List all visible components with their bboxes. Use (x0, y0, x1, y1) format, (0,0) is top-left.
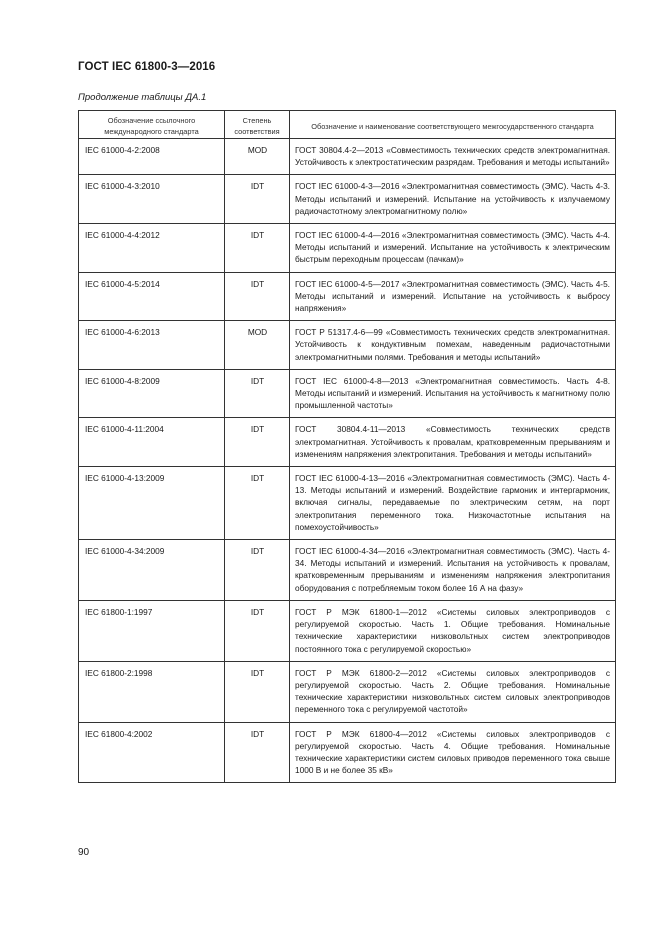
degree-cell: IDT (225, 600, 290, 661)
column-header-interstate-standard: Обозначение и наименование соответствующего межгосударственного стандарта (290, 111, 616, 139)
interstate-standard-cell: ГОСТ Р МЭК 61800-2—2012 «Системы силовых электроприводов с регулируемой скоростью. Часть 2. Общие требования. Номинальные технические характеристики низковольтных систем силовых электроприводов переменного тока с регулируемой частотой» (290, 661, 616, 722)
table-row (79, 175, 616, 224)
table-row (79, 661, 616, 722)
table-row (79, 139, 616, 175)
international-standard-cell: IEC 61000-4-5:2014 (79, 272, 225, 321)
table-row (79, 224, 616, 273)
table-caption: Продолжение таблицы ДА.1 (78, 92, 207, 103)
standards-table (78, 110, 616, 783)
degree-cell: IDT (225, 540, 290, 601)
international-standard-cell: IEC 61000-4-34:2009 (79, 540, 225, 601)
degree-cell: MOD (225, 139, 290, 175)
international-standard-cell: IEC 61000-4-4:2012 (79, 224, 225, 273)
interstate-standard-cell: ГОСТ 30804.4-2—2013 «Совместимость технических средств электромагнитная. Устойчивость к электростатическим разрядам. Требования и методы испытаний» (290, 139, 616, 175)
international-standard-cell: IEC 61000-4-8:2009 (79, 369, 225, 418)
degree-cell: IDT (225, 175, 290, 224)
degree-cell: MOD (225, 321, 290, 370)
degree-cell: IDT (225, 418, 290, 467)
interstate-standard-cell: ГОСТ IEC 61000-4-4—2016 «Электромагнитная совместимость (ЭМС). Часть 4-4. Методы испытаний и измерений. Испытание на устойчивость к электрическим быстрым переходным процессам (пачкам)» (290, 224, 616, 273)
table-row (79, 272, 616, 321)
degree-cell: IDT (225, 467, 290, 540)
degree-cell: IDT (225, 722, 290, 783)
interstate-standard-cell: ГОСТ IEC 61000-4-8—2013 «Электромагнитная совместимость. Часть 4-8. Методы испытаний и измерений. Испытания на устойчивость к магнитному полю промышленной частоты» (290, 369, 616, 418)
degree-cell: IDT (225, 369, 290, 418)
international-standard-cell: IEC 61800-1:1997 (79, 600, 225, 661)
column-header-degree: Степень соответствия (225, 111, 290, 139)
international-standard-cell: IEC 61000-4-13:2009 (79, 467, 225, 540)
international-standard-cell: IEC 61000-4-2:2008 (79, 139, 225, 175)
international-standard-cell: IEC 61000-4-3:2010 (79, 175, 225, 224)
table-row (79, 600, 616, 661)
table-row (79, 369, 616, 418)
international-standard-cell: IEC 61000-4-11:2004 (79, 418, 225, 467)
interstate-standard-cell: ГОСТ Р МЭК 61800-1—2012 «Системы силовых электроприводов с регулируемой скоростью. Часть 1. Общие требования. Номинальные технические характеристики низковольтных систем электроприводов постоянного тока с регулируемой скоростью» (290, 600, 616, 661)
interstate-standard-cell: ГОСТ IEC 61000-4-3—2016 «Электромагнитная совместимость (ЭМС). Часть 4-3. Методы испытаний и измерений. Испытание на устойчивость к излучаемому радиочастотному электромагнитному полю» (290, 175, 616, 224)
column-header-international-standard: Обозначение ссылочного международного стандарта (79, 111, 225, 139)
degree-cell: IDT (225, 272, 290, 321)
interstate-standard-cell: ГОСТ IEC 61000-4-34—2016 «Электромагнитная совместимость (ЭМС). Часть 4-34. Методы испытаний и измерений. Испытания на устойчивость к провалам, кратковременным прерываниям и изменениям напряжения электропитания оборудования с потребляемым током более 16 А на фазу» (290, 540, 616, 601)
degree-cell: IDT (225, 224, 290, 273)
table-row (79, 467, 616, 540)
page-number: 90 (78, 847, 90, 858)
table-row (79, 540, 616, 601)
interstate-standard-cell: ГОСТ Р 51317.4-6—99 «Совместимость технических средств электромагнитная. Устойчивость к кондуктивным помехам, наведенным радиочастотными электромагнитными полями. Требования и методы испытаний» (290, 321, 616, 370)
degree-cell: IDT (225, 661, 290, 722)
interstate-standard-cell: ГОСТ 30804.4-11—2013 «Совместимость технических средств электромагнитная. Устойчивость к провалам, кратковременным прерываниям и изменениям напряжения электропитания. Требования и методы испытаний» (290, 418, 616, 467)
document-header: ГОСТ IEC 61800-3—2016 (78, 61, 216, 73)
interstate-standard-cell: ГОСТ Р МЭК 61800-4—2012 «Системы силовых электроприводов с регулируемой скоростью. Часть 4. Общие требования. Номинальные технические характеристики систем силовых приводов переменного тока свыше 1000 В и не более 35 кВ» (290, 722, 616, 783)
international-standard-cell: IEC 61800-2:1998 (79, 661, 225, 722)
international-standard-cell: IEC 61000-4-6:2013 (79, 321, 225, 370)
table-row (79, 321, 616, 370)
table-header-row (79, 111, 616, 139)
table-row (79, 418, 616, 467)
interstate-standard-cell: ГОСТ IEC 61000-4-5—2017 «Электромагнитная совместимость (ЭМС). Часть 4-5. Методы испытаний и измерений. Испытание на устойчивость к выбросу напряжения» (290, 272, 616, 321)
table-row (79, 722, 616, 783)
interstate-standard-cell: ГОСТ IEC 61000-4-13—2016 «Электромагнитная совместимость (ЭМС). Часть 4-13. Методы испытаний и измерений. Воздействие гармоник и интергармоник, включая сигналы, передаваемые по электрическим сетям, на порт электропитания переменного тока. Низкочастотные испытания на помехоустойчивость» (290, 467, 616, 540)
international-standard-cell: IEC 61800-4:2002 (79, 722, 225, 783)
